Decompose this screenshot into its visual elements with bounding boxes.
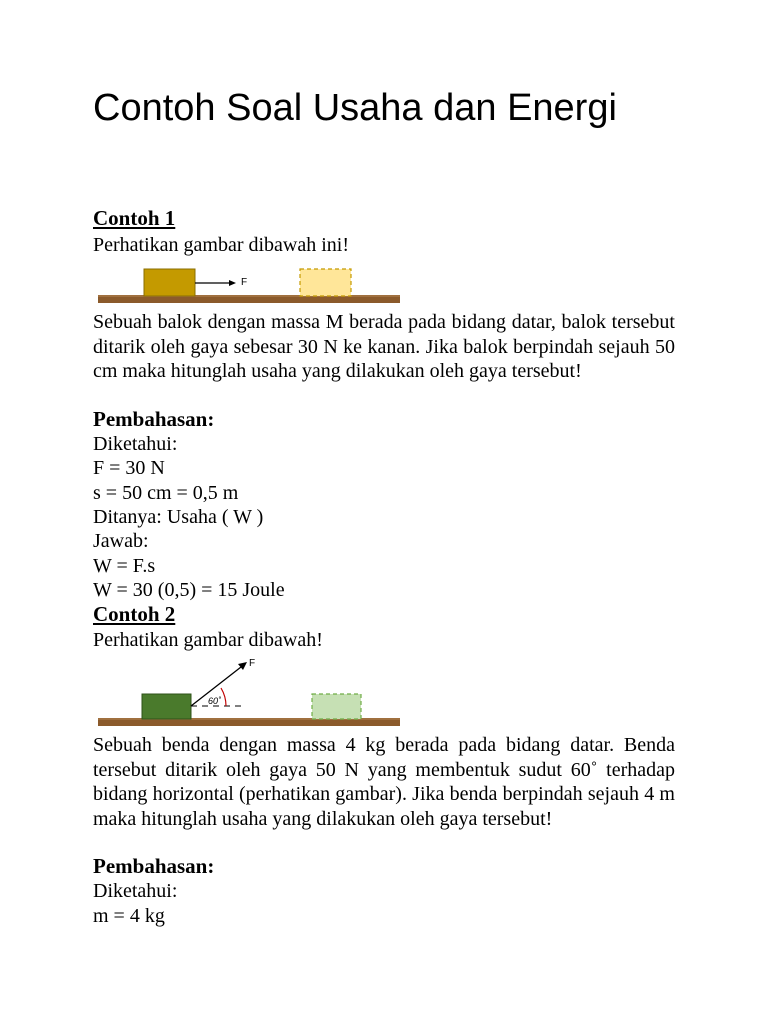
example-1-problem: Sebuah balok dengan massa M berada pada bidang datar, balok tersebut ditarik oleh gaya sebesar 30 N ke kanan. Jika balok berpindah sejauh 50 cm maka hitunglah usaha yang dilakukan oleh gaya tersebut!	[93, 311, 675, 382]
example-2-mass-value: m = 4 kg	[93, 905, 165, 927]
example-2-known-label: Diketahui:	[93, 880, 178, 902]
example-1-asked: Ditanya: Usaha ( W )	[93, 506, 264, 528]
example-1-answer-label: Jawab:	[93, 530, 149, 552]
block-final-position	[300, 269, 351, 296]
angle-arc	[221, 688, 226, 706]
example-1-solution-heading: Pembahasan:	[93, 407, 215, 431]
example-2-problem: Sebuah benda dengan massa 4 kg berada pada bidang datar. Benda tersebut ditarik oleh gaya 50 N yang membentuk sudut 60˚ terhadap bidang horizontal (perhatikan gambar). Jika benda berpindah sejauh 4 m maka hitunglah usaha yang dilakukan oleh gaya tersebut!	[93, 734, 675, 830]
force-arrow-head	[229, 280, 236, 286]
example-1-heading: Contoh 1	[93, 206, 176, 230]
example-2-solution-heading: Pembahasan:	[93, 854, 215, 878]
example-2-figure	[98, 654, 402, 730]
ground-highlight	[98, 295, 400, 297]
example-1-formula: W = F.s	[93, 555, 156, 577]
page-title: Contoh Soal Usaha dan Energi	[93, 87, 617, 129]
example-1-intro: Perhatikan gambar dibawah ini!	[93, 234, 350, 256]
example-1-force-value: F = 30 N	[93, 457, 165, 479]
example-1-result: W = 30 (0,5) = 15 Joule	[93, 579, 285, 601]
angle-label: 60˚	[208, 696, 222, 706]
example-2-heading: Contoh 2	[93, 602, 176, 626]
block	[144, 269, 195, 296]
example-2-intro: Perhatikan gambar dibawah!	[93, 629, 323, 651]
example-1-distance-value: s = 50 cm = 0,5 m	[93, 482, 239, 504]
force-label: F	[241, 277, 248, 288]
example-1-known-label: Diketahui:	[93, 433, 178, 455]
block-final-position	[312, 694, 361, 719]
block	[142, 694, 191, 719]
example-1-figure	[98, 264, 402, 308]
force-label: F	[249, 658, 256, 669]
